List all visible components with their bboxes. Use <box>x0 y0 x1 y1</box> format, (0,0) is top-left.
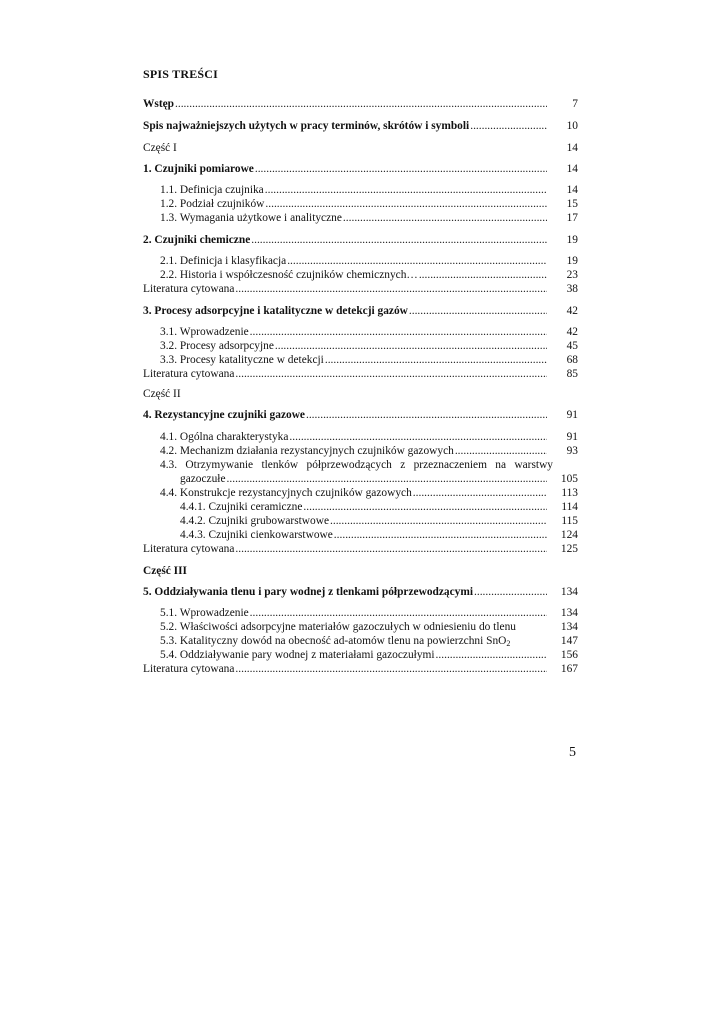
toc-entry-page: 85 <box>566 368 578 380</box>
toc-entry-page: 15 <box>566 198 578 210</box>
leader-dots <box>470 118 547 134</box>
toc-entry-title: 1.3. Wymagania użytkowe i analityczne <box>160 212 342 224</box>
toc-entry-title: Literatura cytowana <box>143 368 235 380</box>
toc-entry-page: 125 <box>560 543 578 555</box>
toc-entry-page: 17 <box>566 212 578 224</box>
toc-entry-page: 134 <box>560 621 578 633</box>
toc-entry-page: 167 <box>560 663 578 675</box>
toc-entry-title: 4.4.2. Czujniki grubowarstwowe <box>180 515 330 527</box>
toc-entry-page: 147 <box>560 635 578 647</box>
toc-entry-page: 93 <box>566 445 578 457</box>
toc-entry <box>143 96 578 112</box>
toc-entry-title: 5. Oddziaływania tlenu i pary wodnej z tlenkami półprzewodzącymi <box>143 586 474 598</box>
toc-entry <box>143 118 578 134</box>
leader-dots <box>235 541 547 557</box>
toc-entry-title: Spis najważniejszych użytych w pracy terminów, skrótów i symboli <box>143 120 470 132</box>
toc-entry-page: 14 <box>566 163 578 175</box>
toc-entry-title: 4.4. Konstrukcje rezystancyjnych czujników gazowych <box>160 487 412 499</box>
toc-entry-title: 4.1. Ogólna charakterystyka <box>160 431 289 443</box>
toc-entry-title: gazoczułe <box>180 473 226 485</box>
toc-entry-page: 113 <box>561 487 578 499</box>
toc-entry <box>143 541 578 557</box>
toc-entry-title: 4.2. Mechanizm działania rezystancyjnych czujników gazowych <box>160 445 454 457</box>
toc-entry-title: Część III <box>143 565 187 577</box>
toc-entry <box>143 661 578 677</box>
toc-entry-title: Literatura cytowana <box>143 543 235 555</box>
toc-entry-title: 1. Czujniki pomiarowe <box>143 163 254 175</box>
page-number: 5 <box>569 745 576 760</box>
toc-entry-title: 2.2. Historia i współczesność czujników chemicznych… <box>160 269 418 281</box>
toc-entry-title: 3.2. Procesy adsorpcyjne <box>160 340 274 352</box>
toc-entry-page: 45 <box>566 340 578 352</box>
toc-entry-title: 1.1. Definicja czujnika <box>160 184 264 196</box>
toc-entry <box>143 232 578 248</box>
toc-entry-title: 3.3. Procesy katalityczne w detekcji <box>160 354 324 366</box>
toc-entry-page: 38 <box>566 283 578 295</box>
toc-entry-title: Część II <box>143 388 181 400</box>
toc-entry-title: Wstęp <box>143 98 175 110</box>
toc-entry-page: 19 <box>566 255 578 267</box>
toc-entry <box>143 303 578 319</box>
toc-entry-page: 124 <box>560 529 578 541</box>
toc-entry-title: 4.3. Otrzymywanie tlenków półprzewodzących z przeznaczeniem na warstwy <box>160 459 553 471</box>
leader-dots <box>235 281 547 297</box>
toc-entry-page: 68 <box>566 354 578 366</box>
toc-entry-title: 1.2. Podział czujników <box>160 198 265 210</box>
toc-entry-title: 2. Czujniki chemiczne <box>143 234 251 246</box>
toc-entry <box>143 584 578 600</box>
toc-entry <box>143 563 578 579</box>
toc-entry-page: 14 <box>566 184 578 196</box>
toc-entry-page: 134 <box>560 586 578 598</box>
toc-entry <box>143 407 578 423</box>
toc-entry-page: 14 <box>566 142 578 154</box>
toc-entry-page: 10 <box>566 120 578 132</box>
toc-entry-title: 4. Rezystancyjne czujniki gazowe <box>143 409 305 421</box>
toc-entry <box>160 210 578 226</box>
toc-entry <box>143 161 578 177</box>
toc-entry-title: 4.4.3. Czujniki cienkowarstwowe <box>180 529 333 541</box>
toc-entry-title: Literatura cytowana <box>143 283 235 295</box>
toc-entry-page: 23 <box>566 269 578 281</box>
toc-entry <box>143 366 578 382</box>
subscript: 2 <box>506 639 511 648</box>
leader-dots <box>235 366 547 382</box>
leader-dots <box>409 303 547 319</box>
toc-entry-title: 3. Procesy adsorpcyjne i katalityczne w detekcji gazów <box>143 305 408 317</box>
leader-dots <box>255 161 547 177</box>
toc-entry-page: 156 <box>560 649 578 661</box>
toc-entry-page: 105 <box>560 473 578 485</box>
leader-dots <box>235 661 547 677</box>
leader-dots <box>306 407 547 423</box>
toc-entry-title: 5.1. Wprowadzenie <box>160 607 249 619</box>
toc-heading: SPIS TREŚCI <box>143 67 219 81</box>
toc-entry-page: 19 <box>566 234 578 246</box>
toc-entry-page: 134 <box>560 607 578 619</box>
toc-entry-title: Literatura cytowana <box>143 663 235 675</box>
leader-dots <box>474 584 547 600</box>
toc-entry-page: 91 <box>566 431 578 443</box>
leader-dots <box>343 210 547 226</box>
toc-entry-title: 5.4. Oddziaływanie pary wodnej z materiałami gazoczułymi <box>160 649 435 661</box>
toc-entry-page: 115 <box>561 515 578 527</box>
toc-entry-page: 7 <box>572 98 578 110</box>
toc-entry-title: 3.1. Wprowadzenie <box>160 326 249 338</box>
toc-entry-title: Część I <box>143 142 177 154</box>
toc-entry <box>143 386 578 402</box>
toc-entry-title: 2.1. Definicja i klasyfikacja <box>160 255 287 267</box>
toc-entry-title: 4.4.1. Czujniki ceramiczne <box>180 501 303 513</box>
toc-entry-title: 5.2. Właściwości adsorpcyjne materiałów gazoczułych w odniesieniu do tlenu <box>160 621 516 633</box>
leader-dots <box>175 96 547 112</box>
toc-entry-page: 42 <box>566 326 578 338</box>
toc-entry-page: 91 <box>566 409 578 421</box>
toc-entry-title: 5.3. Katalityczny dowód na obecność ad-atomów tlenu na powierzchni SnO$_2$ <box>160 635 511 648</box>
leader-dots <box>251 232 547 248</box>
toc-entry-page: 114 <box>561 501 578 513</box>
toc-entry <box>143 140 578 156</box>
toc-entry-page: 42 <box>566 305 578 317</box>
toc-entry <box>143 281 578 297</box>
